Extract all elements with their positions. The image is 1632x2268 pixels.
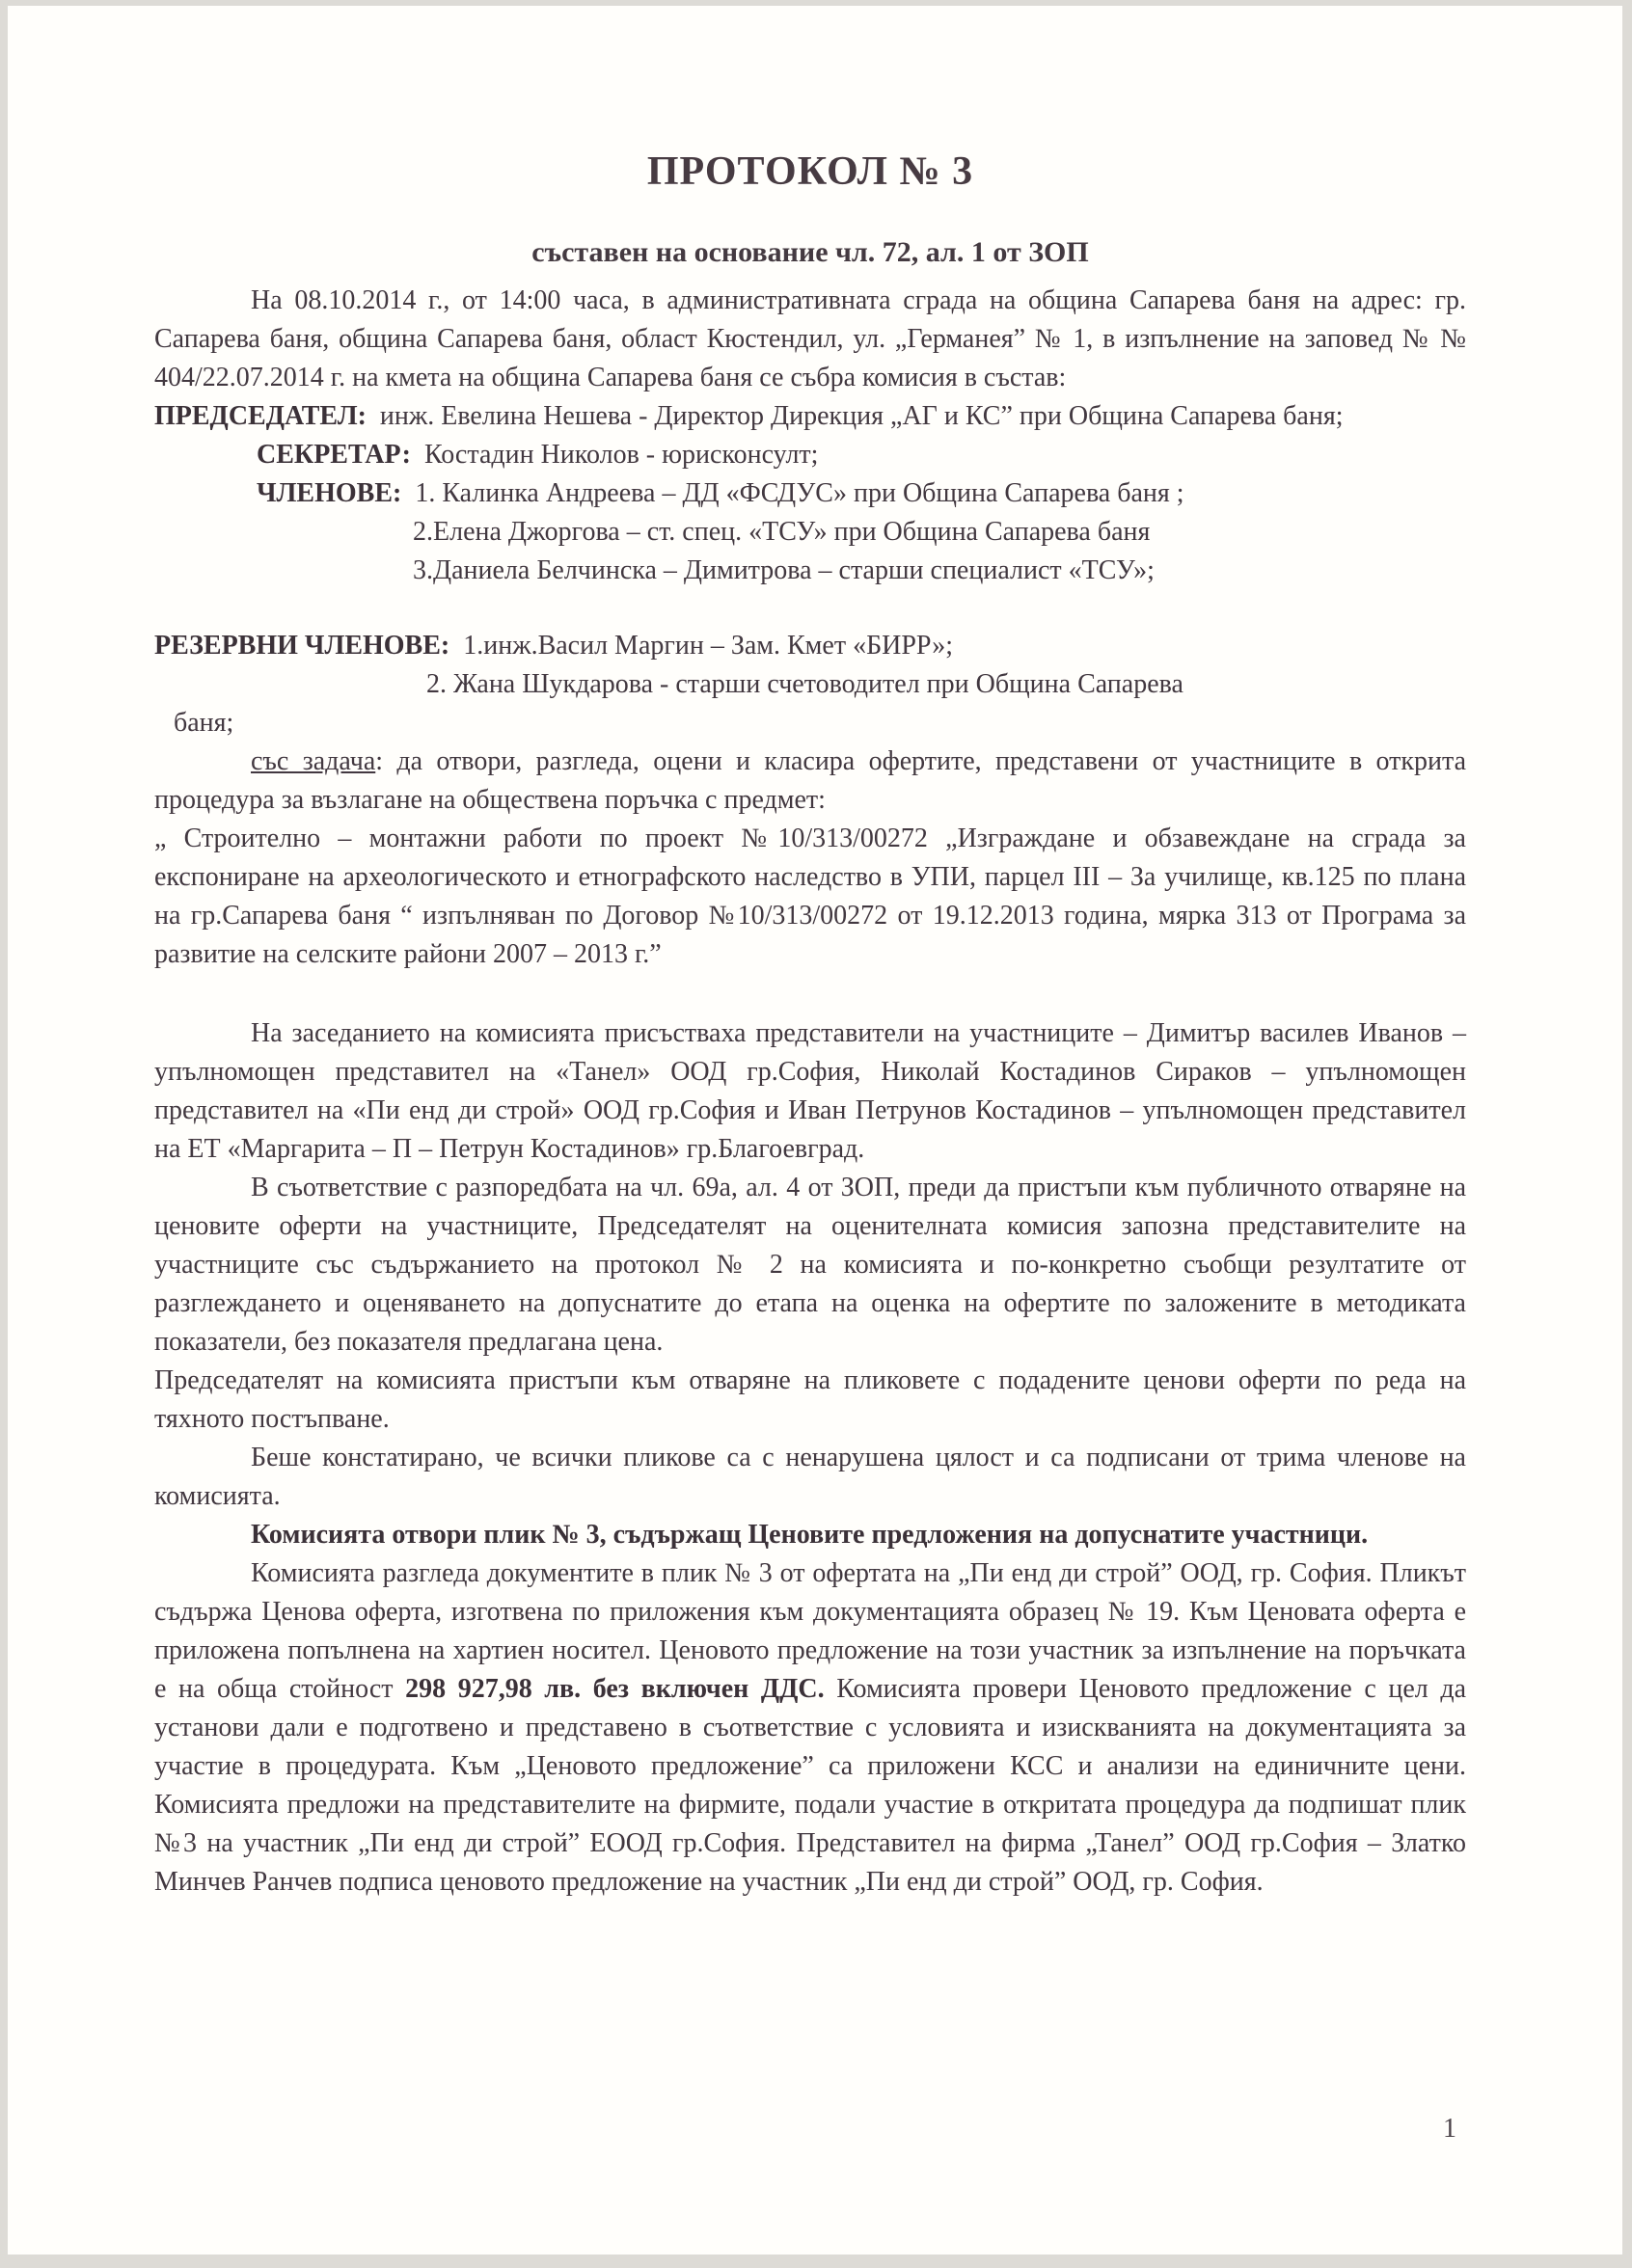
reserve-members-block — [154, 627, 1466, 742]
price-review-text-before: Комисията разгледа документите в плик № 3 от офертата на „Пи енд ди строй” ООД, гр. София. Пликът съдържа Ценова оферта, изготвена по приложения към документацията образец № 19. Към Ценовата оферта е приложена попълнена на хартиен носител. Ценовото предложение на този участник за изпълнение на поръчката е на обща стойност — [154, 1558, 1466, 1704]
members-item-1-text: 1. Калинка Андреева – ДД «ФСДУС» при Община Сапарева баня ; — [415, 478, 1184, 508]
members-block — [154, 474, 1466, 590]
task-underlined-text: със задача — [251, 746, 376, 776]
chairman-text: инж. Евелина Нешева - Директор Дирекция „АГ и КС” при Община Сапарева баня; — [379, 401, 1344, 431]
members-item-1 — [257, 474, 1466, 513]
chairman-label: ПРЕДСЕДАТЕЛ: — [154, 401, 367, 431]
members-item-3: 3.Даниела Белчинска – Димитрова – старши специалист «ТСУ»; — [413, 555, 1155, 585]
spacer — [154, 974, 1466, 1014]
reserve-members-label: РЕЗЕРВНИ ЧЛЕНОВЕ: — [154, 631, 450, 661]
paragraph-envelope-3-opened: Комисията отвори плик № 3, съдържащ Ценовите предложения на допуснатите участници. — [251, 1520, 1369, 1550]
reserve-members-item-1-text: 1.инж.Васил Маргин – Зам. Кмет «БИРР»; — [463, 631, 953, 661]
spacer — [154, 590, 1466, 627]
members-label: ЧЛЕНОВЕ: — [257, 478, 402, 508]
paragraph-article-69a: В съответствие с разпоредбата на чл. 69а, ал. 4 от ЗОП, преди да пристъпи към публичното отваряне на ценовите оферти на участниците, Председателят на оценителната комисия запозна представителите на участниците със съдържанието на протокол № 2 на комисията и по-конкретно съобщи резултатите от разглеждането и оценяването на допуснатите до етапа на оценка на офертите по заложените в методиката показатели, без показателя предлагана цена. — [154, 1173, 1466, 1357]
paragraph-subject: „ Строително – монтажни работи по проект №10/313/00272 „Изграждане и обзавеждане на сграда за експониране на археологическото и етнографското наследство в УПИ, парцел III – За училище, кв.125 по плана на гр.Сапарева баня “ изпълняван по Договор №10/313/00272 от 19.12.2013 година, мярка 313 от Програма за развитие на селските райони 2007 – 2013 г.” — [154, 824, 1466, 969]
reserve-members-item-2: 2. Жана Шукдарова - старши счетоводител при Община Сапарева — [426, 669, 1183, 699]
document-page — [8, 6, 1622, 2254]
price-review-amount: 298 927,98 лв. без включен ДДС. — [405, 1674, 825, 1704]
paragraph-intro: На 08.10.2014 г., от 14:00 часа, в административната сграда на община Сапарева баня на адрес: гр. Сапарева баня, община Сапарева баня, област Кюстендил, ул. „Германея” № 1, в изпълнение на заповед № № 404/22.07.2014 г. на кмета на община Сапарева баня се събра комисия в състав: — [154, 285, 1466, 392]
document-subtitle: съставен на основание чл. 72, ал. 1 от ЗОП — [531, 236, 1089, 268]
reserve-members-item-2-continuation: баня; — [174, 708, 234, 738]
members-item-2: 2.Елена Джоргова – ст. спец. «ТСУ» при Община Сапарева баня — [413, 517, 1151, 547]
paragraph-price-review — [154, 1554, 1466, 1902]
paragraph-secretary — [257, 436, 1466, 474]
secretary-text: Костадин Николов - юрисконсулт; — [423, 440, 819, 470]
paragraph-task — [154, 742, 1466, 820]
paragraph-opening: Председателят на комисията пристъпи към отваряне на пликовете с подадените ценови оферти по реда на тяхното постъпване. — [154, 1365, 1466, 1434]
secretary-label: СЕКРЕТАР: — [257, 440, 411, 470]
paragraph-envelopes-intact: Беше констатирано, че всички пликове са с ненарушена цялост и са подписани от трима членове на комисията. — [154, 1443, 1466, 1511]
paragraph-attendees: На заседанието на комисията присъстваха представители на участниците – Димитър василев Иванов – упълномощен представител на «Танел» ООД гр.София, Николай Костадинов Сираков – упълномощен представител на «Пи енд ди строй» ООД гр.София и Иван Петрунов Костадинов – упълномощен представител на ЕТ «Маргарита – П – Петрун Костадинов» гр.Благоевград. — [154, 1018, 1466, 1164]
page-number: 1 — [1443, 2114, 1456, 2144]
paragraph-chairman — [154, 397, 1466, 436]
task-text: : да отвори, разгледа, оцени и класира офертите, представени от участниците в открита процедура за възлагане на обществена поръчка с предмет: — [154, 746, 1466, 815]
reserve-members-item-1 — [154, 627, 1466, 665]
price-review-text-after: Комисията провери Ценовото предложение с цел да установи дали е подготвено и представено в съответствие с условията и изискванията на документацията за участие в процедурата. Към „Ценовото предложение” са приложени КСС и анализи на единичните цени. Комисията предложи на представителите на фирмите, подали участие в откритата процедура да подпишат плик №3 на участник „Пи енд ди строй” ЕООД гр.София. Представител на фирма „Танел” ООД гр.София – Златко Минчев Ранчев подписа ценовото предложение на участник „Пи енд ди строй” ООД, гр. София. — [154, 1674, 1466, 1897]
document-title: ПРОТОКОЛ № 3 — [646, 149, 974, 194]
